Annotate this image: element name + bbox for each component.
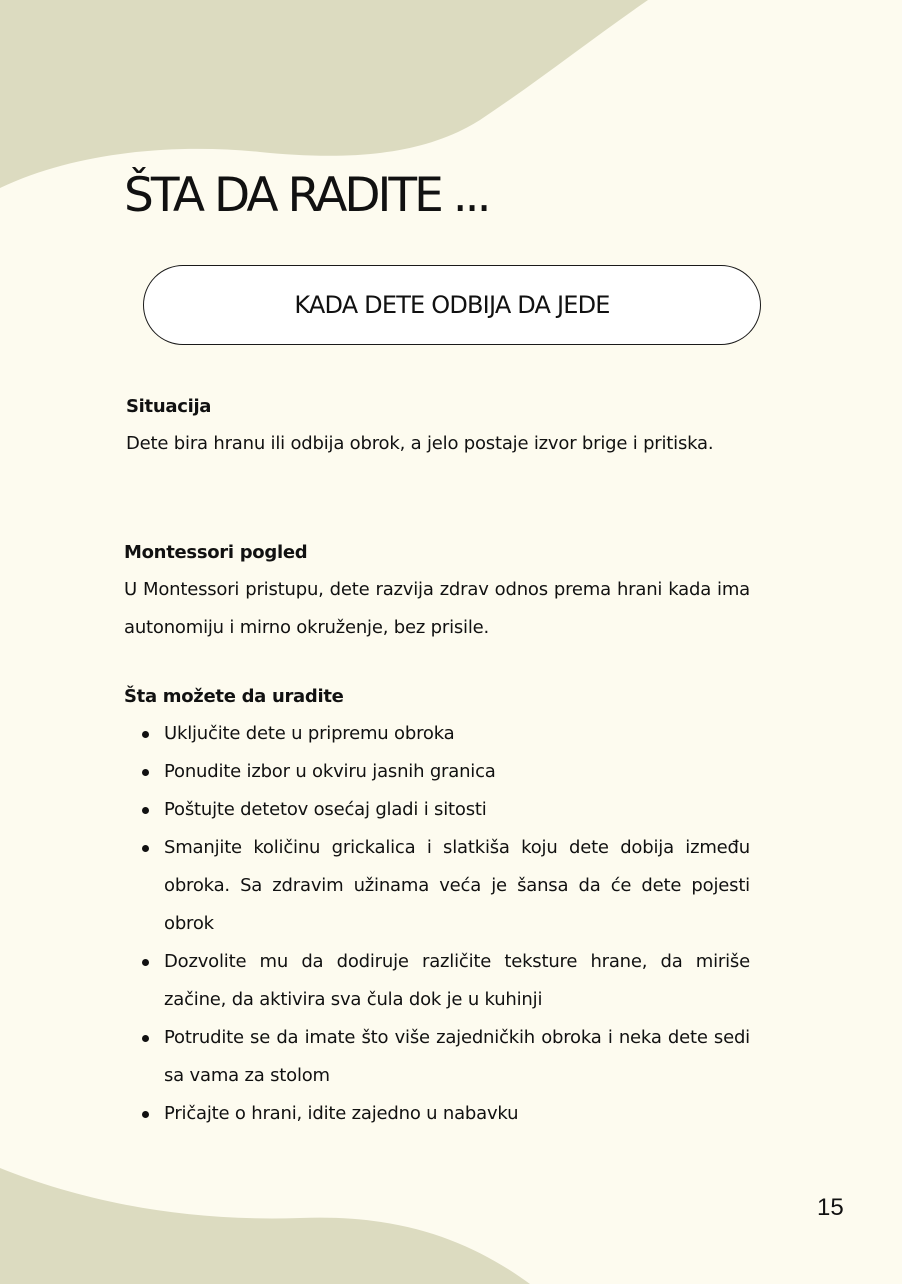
actions-heading: Šta možete da uradite bbox=[124, 686, 344, 707]
bullet-icon bbox=[142, 731, 149, 738]
page-title: ŠTA DA RADITE ... bbox=[124, 168, 489, 223]
list-item bbox=[164, 791, 750, 829]
list-item bbox=[164, 753, 750, 791]
list-item bbox=[164, 715, 750, 753]
bullet-icon bbox=[142, 1111, 149, 1118]
bullet-icon bbox=[142, 845, 149, 852]
bullet-icon bbox=[142, 1035, 149, 1042]
page-number: 15 bbox=[817, 1194, 844, 1221]
actions-list bbox=[124, 715, 750, 1133]
top-wave-shape bbox=[0, 0, 648, 188]
list-item-text: Pričajte o hrani, idite zajedno u nabavku bbox=[164, 1103, 519, 1124]
bullet-icon bbox=[142, 959, 149, 966]
bullet-icon bbox=[142, 769, 149, 776]
situation-heading: Situacija bbox=[126, 396, 212, 417]
bullet-icon bbox=[142, 807, 149, 814]
montessori-heading: Montessori pogled bbox=[124, 542, 308, 563]
montessori-text: U Montessori pristupu, dete razvija zdrav odnos prema hrani kada ima autonomiju i mirno okruženje, bez prisile. bbox=[124, 579, 750, 638]
list-item-text: Dozvolite mu da dodiruje različite teksture hrane, da miriše začine, da aktivira sva čula dok je u kuhinji bbox=[164, 951, 750, 1010]
list-item-text: Poštujte detetov osećaj gladi i sitosti bbox=[164, 799, 487, 820]
list-item bbox=[164, 1019, 750, 1095]
actions-section bbox=[124, 679, 750, 1133]
list-item-text: Ponudite izbor u okviru jasnih granica bbox=[164, 761, 496, 782]
bottom-wave-shape bbox=[0, 1168, 530, 1284]
list-item bbox=[164, 943, 750, 1019]
topic-pill bbox=[143, 265, 761, 345]
topic-pill-label: KADA DETE ODBIJA DA JEDE bbox=[294, 291, 610, 319]
list-item-text: Uključite dete u pripremu obroka bbox=[164, 723, 455, 744]
montessori-section bbox=[124, 535, 750, 646]
situation-text: Dete bira hranu ili odbija obrok, a jelo postaje izvor brige i pritiska. bbox=[126, 433, 714, 454]
list-item-text: Potrudite se da imate što više zajedničkih obroka i neka dete sedi sa vama za stolom bbox=[164, 1027, 750, 1086]
situation-section bbox=[124, 389, 750, 463]
list-item bbox=[164, 1095, 750, 1133]
list-item bbox=[164, 829, 750, 943]
list-item-text: Smanjite količinu grickalica i slatkiša koju dete dobija između obroka. Sa zdravim užinama veća je šansa da će dete pojesti obrok bbox=[164, 837, 750, 934]
